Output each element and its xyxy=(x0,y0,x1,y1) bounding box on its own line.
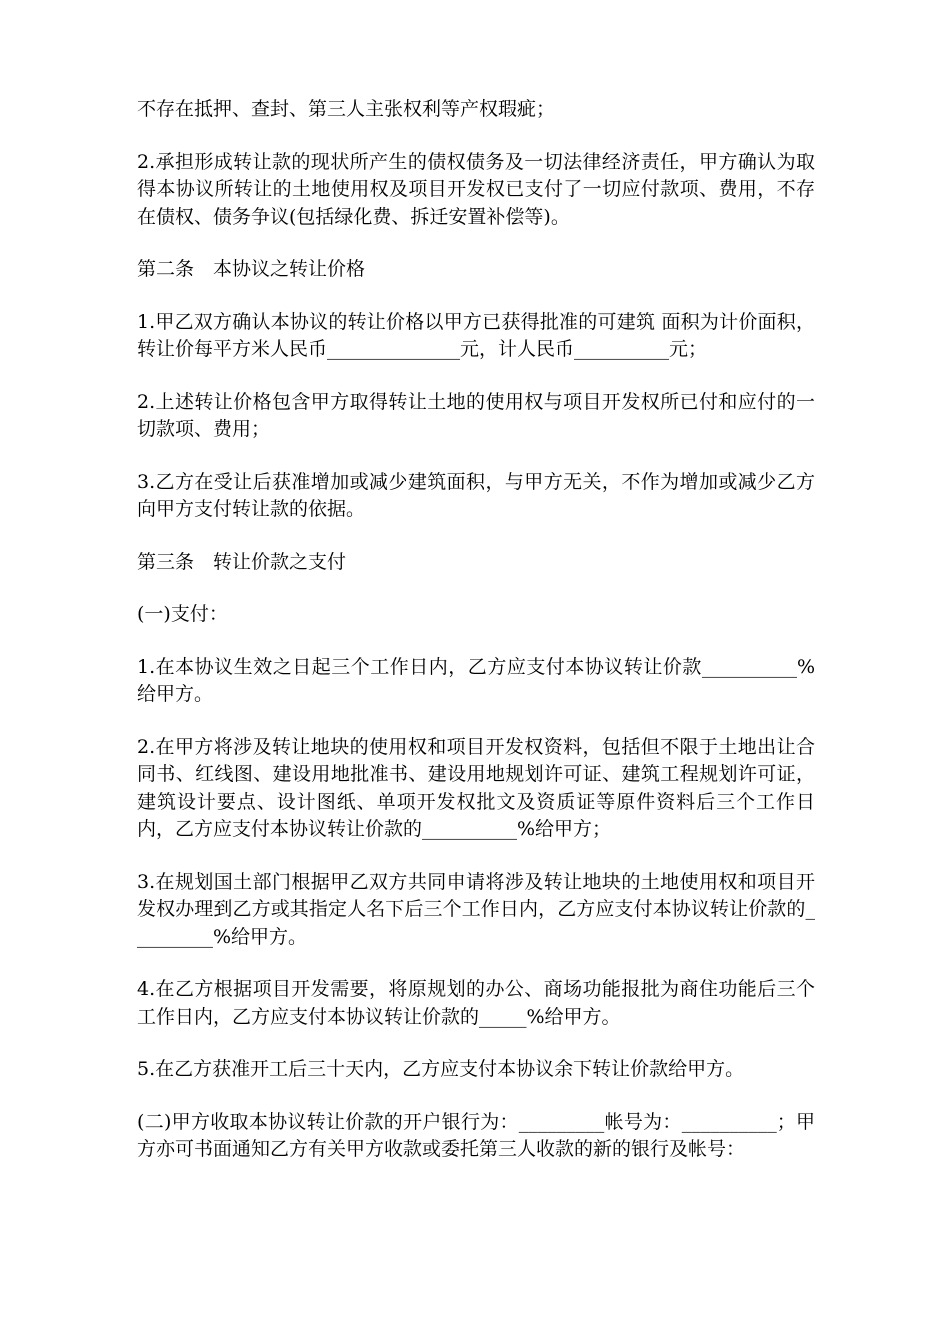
paragraph-price-1: 1.甲乙双方确认本协议的转让价格以甲方已获得批准的可建筑 面积为计价面积，转让价每平方米人民币______________元，计人民币__________元； xyxy=(137,310,815,360)
paragraph-payment-2: 2.在甲方将涉及转让地块的使用权和项目开发权资料，包括但不限于土地出让合同书、红线图、建设用地批准书、建设用地规划许可证、建筑工程规划许可证，建筑设计要点、设计图纸、单项开发权批文及资质证等原件资料后三个工作日内，乙方应支付本协议转让价款的__________%给甲方； xyxy=(137,735,815,840)
heading-payment: (一)支付： xyxy=(137,603,228,625)
heading-article-2: 第二条 本协议之转让价格 xyxy=(137,258,366,280)
document-page xyxy=(137,96,815,1189)
paragraph-payment-3: 3.在规划国土部门根据甲乙双方共同申请将涉及转让地块的土地使用权和项目开发权办理到乙方或其指定人名下后三个工作日内，乙方应支付本协议转让价款的_________%给甲方。 xyxy=(137,870,815,948)
paragraph-encumbrance: 不存在抵押、查封、第三人主张权利等产权瑕疵； xyxy=(137,98,556,120)
paragraph-price-2: 2.上述转让价格包含甲方取得转让土地的使用权与项目开发权所已付和应付的一切款项、费用； xyxy=(137,390,815,440)
paragraph-price-3: 3.乙方在受让后获准增加或减少建筑面积，与甲方无关，不作为增加或减少乙方向甲方支付转让款的依据。 xyxy=(137,470,815,520)
paragraph-payment-5: 5.在乙方获准开工后三十天内，乙方应支付本协议余下转让价款给甲方。 xyxy=(137,1058,745,1080)
paragraph-debts-liability: 2.承担形成转让款的现状所产生的债权债务及一切法律经济责任，甲方确认为取得本协议所转让的土地使用权及项目开发权已支付了一切应付款项、费用，不存在债权、债务争议(包括绿化费、拆迁安置补偿等)。 xyxy=(137,150,815,228)
paragraph-bank-account: (二)甲方收取本协议转让价款的开户银行为：_________帐号为：__________；甲方亦可书面通知乙方有关甲方收款或委托第三人收款的新的银行及帐号： xyxy=(137,1110,815,1160)
heading-article-3: 第三条 转让价款之支付 xyxy=(137,550,347,573)
paragraph-payment-4: 4.在乙方根据项目开发需要，将原规划的办公、商场功能报批为商住功能后三个工作日内，乙方应支付本协议转让价款的_____%给甲方。 xyxy=(137,978,815,1028)
paragraph-payment-1: 1.在本协议生效之日起三个工作日内，乙方应支付本协议转让价款__________%给甲方。 xyxy=(137,655,815,705)
